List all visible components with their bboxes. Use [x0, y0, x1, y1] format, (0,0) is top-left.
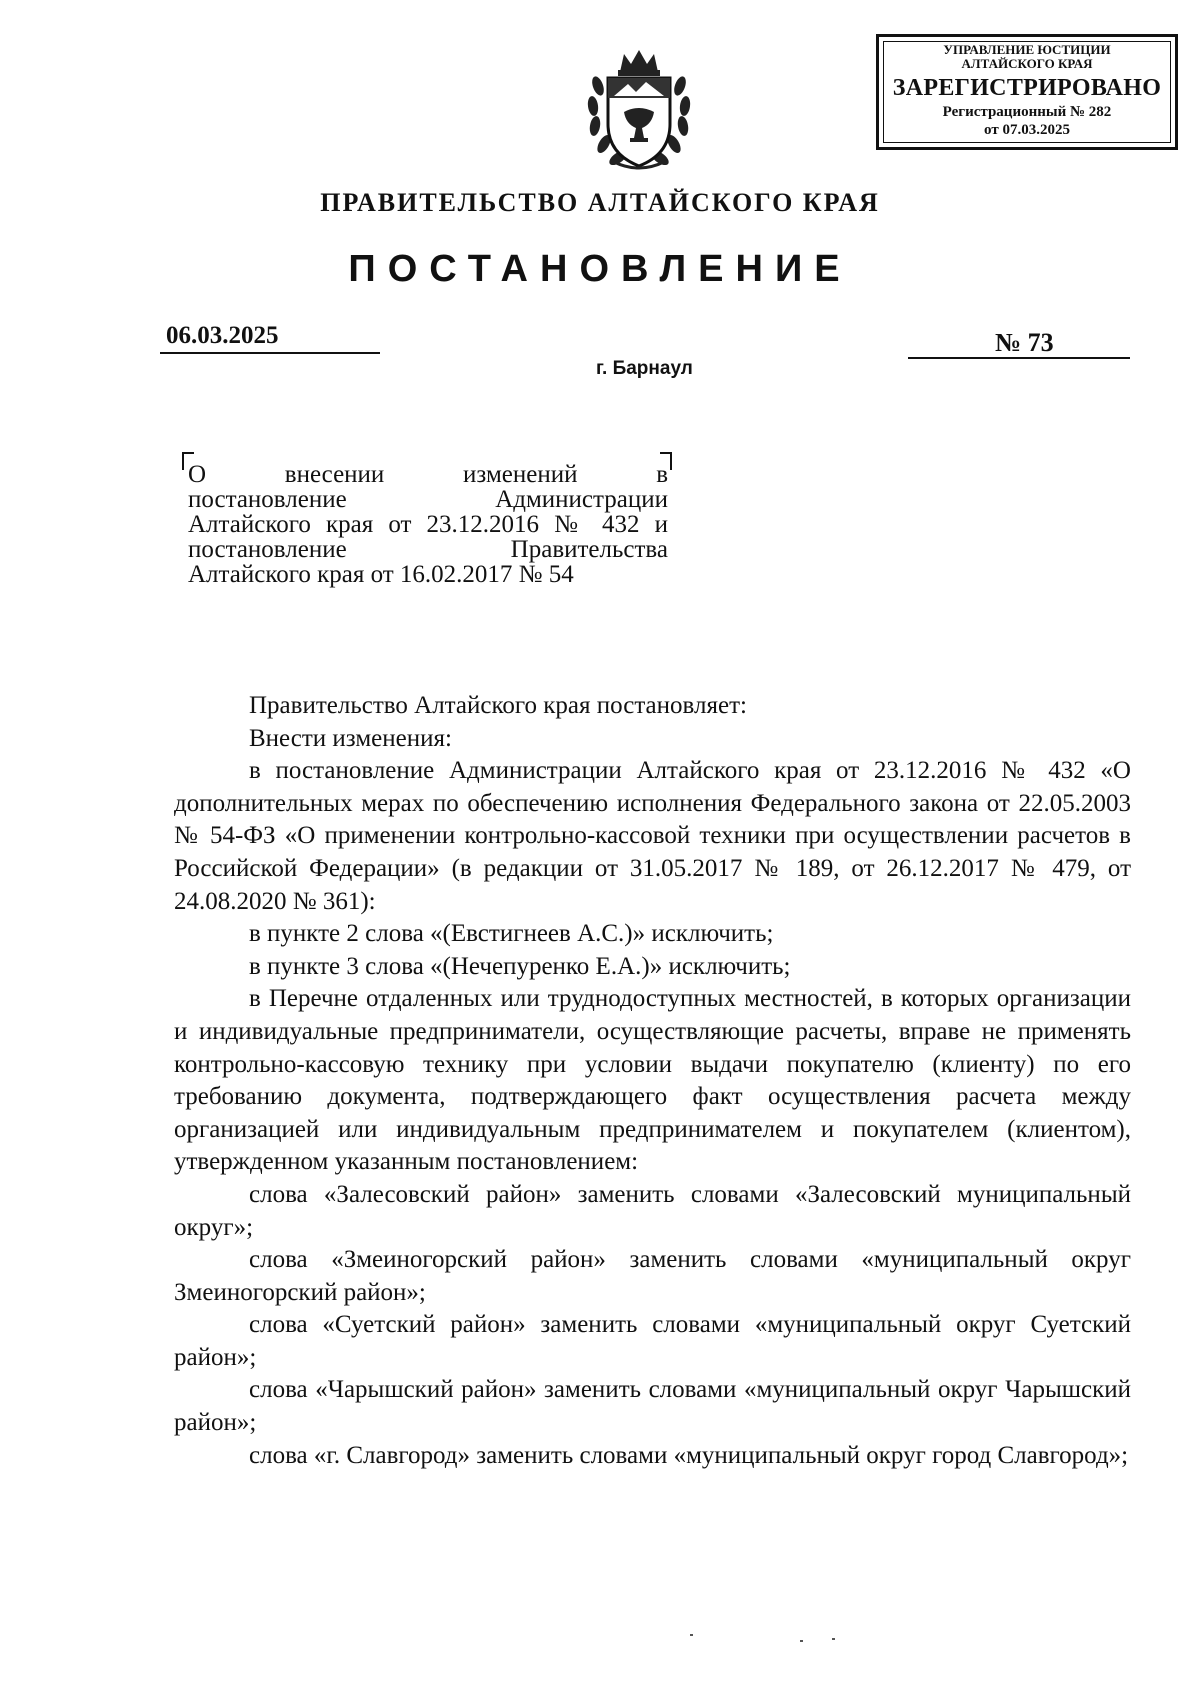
document-type-title: ПОСТАНОВЛЕНИЕ — [348, 248, 852, 290]
body-paragraph: слова «г. Славгород» заменить словами «муниципальный округ город Славгород»; — [249, 1441, 1129, 1469]
government-title: ПРАВИТЕЛЬСТВО АЛТАЙСКОГО КРАЯ — [320, 188, 880, 217]
body-paragraph: слова «Залесовский район» заменить словами «Залесовский муниципальный округ»; — [174, 1180, 1131, 1241]
registration-stamp — [876, 34, 1178, 150]
document-body — [174, 690, 1131, 1472]
body-paragraph: в пункте 2 слова «(Евстигнеев А.С.)» исключить; — [249, 920, 774, 948]
stamp-reg-number: Регистрационный № 282 — [942, 104, 1112, 120]
scan-artifact — [800, 1640, 803, 1642]
document-subject — [188, 462, 668, 587]
body-paragraph: в постановление Администрации Алтайского края от 23.12.2016 № 432 «О дополнительных мерах по обеспечению исполнения Федерального закона от 22.05.2003 № 54-ФЗ «О применении контрольно-кассовой техники при осуществлении расчетов в Российской Федерации» (в редакции от 31.05.2017 № 189, от 26.12.2017 № 479, от 24.08.2020 № 361): — [174, 757, 1131, 915]
subject-line: постановление Администрации — [188, 486, 668, 513]
body-paragraph: Правительство Алтайского края постановляет: — [249, 692, 747, 719]
subject-line: Алтайского края от 16.02.2017 № 54 — [188, 561, 574, 588]
number-underline — [908, 357, 1130, 359]
subject-line: постановление Правительства — [188, 536, 668, 563]
city-label: г. Барнаул — [596, 358, 693, 379]
stamp-reg-date: от 07.03.2025 — [984, 122, 1070, 138]
subject-line: О внесении изменений в — [188, 461, 668, 488]
body-paragraph: в Перечне отдаленных или труднодоступных местностей, в которых организации и индивидуальные предприниматели, осуществляющие расчеты, вправе не применять контрольно-кассовую технику при условии выдачи покупателю (клиенту) по его требованию документа, подтверждающего факт осуществления расчета между организацией или индивидуальным предпринимателем и покупателем (клиентом), утвержденном указанным постановлением: — [174, 985, 1131, 1176]
scan-artifact — [832, 1638, 835, 1640]
subject-line: Алтайского края от 23.12.2016 № 432 и — [188, 511, 668, 538]
body-paragraph: слова «Чарышский район» заменить словами «муниципальный округ Чарышский район»; — [174, 1376, 1131, 1437]
scan-artifact — [690, 1634, 693, 1636]
body-paragraph: слова «Суетский район» заменить словами «муниципальный округ Суетский район»; — [174, 1311, 1131, 1371]
body-paragraph: слова «Змеиногорский район» заменить словами «муниципальный округ Змеиногорский район»; — [174, 1246, 1131, 1306]
document-number: № 73 — [995, 328, 1054, 357]
body-paragraph: в пункте 3 слова «(Нечепуренко Е.А.)» исключить; — [249, 952, 791, 980]
stamp-line-2: АЛТАЙСКОГО КРАЯ — [961, 56, 1093, 71]
coat-of-arms-emblem — [584, 46, 694, 174]
body-paragraph: Внести изменения: — [249, 724, 452, 752]
stamp-line-1: УПРАВЛЕНИЕ ЮСТИЦИИ — [943, 42, 1111, 57]
stamp-status: ЗАРЕГИСТРИРОВАНО — [892, 75, 1162, 101]
document-date: 06.03.2025 — [166, 322, 279, 349]
date-underline — [160, 352, 380, 354]
